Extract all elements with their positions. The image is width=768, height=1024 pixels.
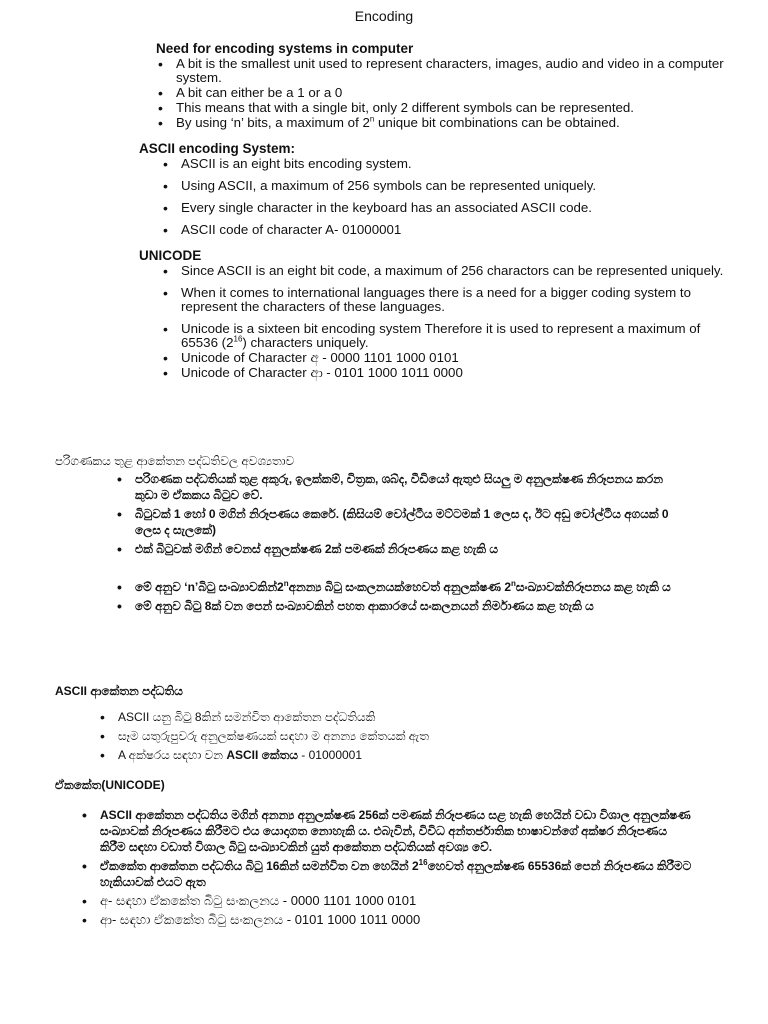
superscript: 16 <box>233 334 243 344</box>
superscript: n <box>369 114 375 124</box>
list-item: • Every single character in the keyboard has an associated ASCII code. <box>161 201 739 215</box>
list-item: • Using ASCII, a maximum of 256 symbols can be represented uniquely. <box>161 179 739 193</box>
list-item: • අ- සඳහා ඒකකේත බිටු සංකලනය - 0000 1101 1000 0101 <box>80 893 695 909</box>
item-text: ඒකකේත ආකේතන පද්ධතිය බිටු 16කින් සමන්විත වන හෙයින් 2 <box>100 859 419 873</box>
item-text: මේ අනුව ‘n’බිටු සංඛ්‍යාවකින්2 <box>135 580 284 594</box>
item-text: By using ‘n’ bits, a maximum of 2 <box>176 115 370 130</box>
list-item <box>156 116 746 130</box>
section-unicode <box>139 248 739 381</box>
list-item: • එක් බිටුවක් මගින් වෙනස් අනුලක්ෂණ 2ක් පමණක් නිරූපණය කළ හැකි ය <box>115 541 675 557</box>
item-text: සංඛ්‍යාවක්නිරූපනය කළ හැකි ය <box>515 580 671 594</box>
list-item <box>80 858 695 890</box>
list-item: • ASCII ආකේතන පද්ධතිය මගින් අනන්‍ය අනුලක්ෂණ 256ක් පමණක් නිරූපණය සළ හැකි හෙයින් වඩා විශාල අනුලක්ෂණ සංඛ්‍යාවක් නිරූපණය කිරීමට එය යොදාගත නොහැකි ය. එබැවින්, විවිධ අන්තර්ජාතික භාෂාවන්ගේ අක්ෂර නිරූපණය කිරීම සඳහා වඩාත් විශාල බිටු සංඛ්‍යාවකින් යුත් ආකේතන පද්ධතියක් අවශ්‍ය වේ. <box>80 807 695 855</box>
list-item <box>161 322 739 350</box>
section-heading: UNICODE <box>139 248 202 263</box>
list-item: • When it comes to international languages there is a need for a bigger coding system to represent the characters of these languages. <box>161 286 739 314</box>
item-text: A අක්ෂරය සඳහා වන <box>118 748 227 762</box>
list-item: • This means that with a single bit, only 2 different symbols can be represented. <box>156 101 746 115</box>
item-text: ) characters uniquely. <box>242 335 369 350</box>
item-text: අනන්‍ය බිටු සංකලනයක්හෙවත් අනුලක්ෂණ 2 <box>288 580 512 594</box>
section-heading: ASCII encoding System: <box>139 141 296 156</box>
list-item: • Since ASCII is an eight bit code, a maximum of 256 charactors can be represented uniquely. <box>161 264 739 278</box>
section-ascii-encoding <box>139 141 739 245</box>
list-item: • A bit is the smallest unit used to represent characters, images, audio and video in a computer system. <box>156 57 746 85</box>
list-item: • ASCII is an eight bits encoding system. <box>161 157 739 171</box>
item-text: - 01000001 <box>297 748 363 762</box>
item-text-bold: ASCII කේතය <box>226 748 298 762</box>
list-item: • පරිගණක පද්ධතියක් තුළ අකුරු, ඉලක්කම්, චිත්‍රක, ශබ්ද, වීඩියෝ ඇතුළු සියලු ම අනුලක්ෂණ නිරූපනය කරන කුඩා ම ඒකකය බිටුව වේ. <box>115 471 675 503</box>
section-sinhala-unicode <box>55 778 695 931</box>
list-item: • ASCII code of character A- 01000001 <box>161 223 739 237</box>
section-sinhala-ascii <box>55 684 675 766</box>
superscript: 16 <box>418 858 428 867</box>
section-heading: Need for encoding systems in computer <box>156 41 414 56</box>
list-item: • බිටුවක් 1 හෝ 0 මගින් නිරූපණය කෙරේ. (කිසියම් වෝල්ටීය මට්ටමක් 1 ලෙස ද, ඊට අඩු වෝල්ටීය අගයක් 0 ලෙස ද සැලකේ) <box>115 506 675 538</box>
item-text: හෙවත් අනුලක්ෂණ 65536ක් පෙන් නිරූපණය කිරීමට හැකියාවක් එයට ඇත <box>100 859 692 889</box>
list-item: • ASCII යනු බිටු 8කින් සමන්විත ආකේතන පද්ධතියකි <box>98 709 675 725</box>
item-text: unique bit combinations can be obtained. <box>374 115 620 130</box>
item-text: Unicode is a sixteen bit encoding system Therefore it is used to represent a maximum of 65536 (2 <box>181 321 701 350</box>
list-item: • මේ අනුව බිටු 8ක් වන පෙන් සංඛ්‍යාවකින් පහත ආකාරයේ සංකලනයන් නිර්මාණය කළ හැකි ය <box>115 598 675 614</box>
list-item: • Unicode of Character අ - 0000 1101 1000 0101 <box>161 351 739 365</box>
section-sinhala-need <box>55 454 675 617</box>
superscript: n <box>283 579 289 588</box>
superscript: n <box>511 579 516 588</box>
section-heading: ඒකකේත(UNICODE) <box>55 778 165 792</box>
section-heading: පරිගණකය තුළ ආකේතන පද්ධතිවල අවශ්‍යතාව <box>55 454 295 468</box>
list-item: • A bit can either be a 1 or a 0 <box>156 86 746 100</box>
list-item <box>98 747 675 763</box>
list-item <box>115 579 675 595</box>
document-title: Encoding <box>354 8 414 24</box>
list-item: • සෑම යතුරුපුවරු අනුලක්ෂණයක් සඳහා ම අනන්‍ය කේතයක් ඇත <box>98 728 675 744</box>
section-need-for-encoding <box>156 41 746 131</box>
list-item: • ආ- සඳහා ඒකකේත බිටු සංකලනය - 0101 1000 1011 0000 <box>80 912 695 928</box>
section-heading: ASCII ආකේතන පද්ධතිය <box>55 684 183 698</box>
list-item: • Unicode of Character ආ - 0101 1000 1011 0000 <box>161 366 739 380</box>
